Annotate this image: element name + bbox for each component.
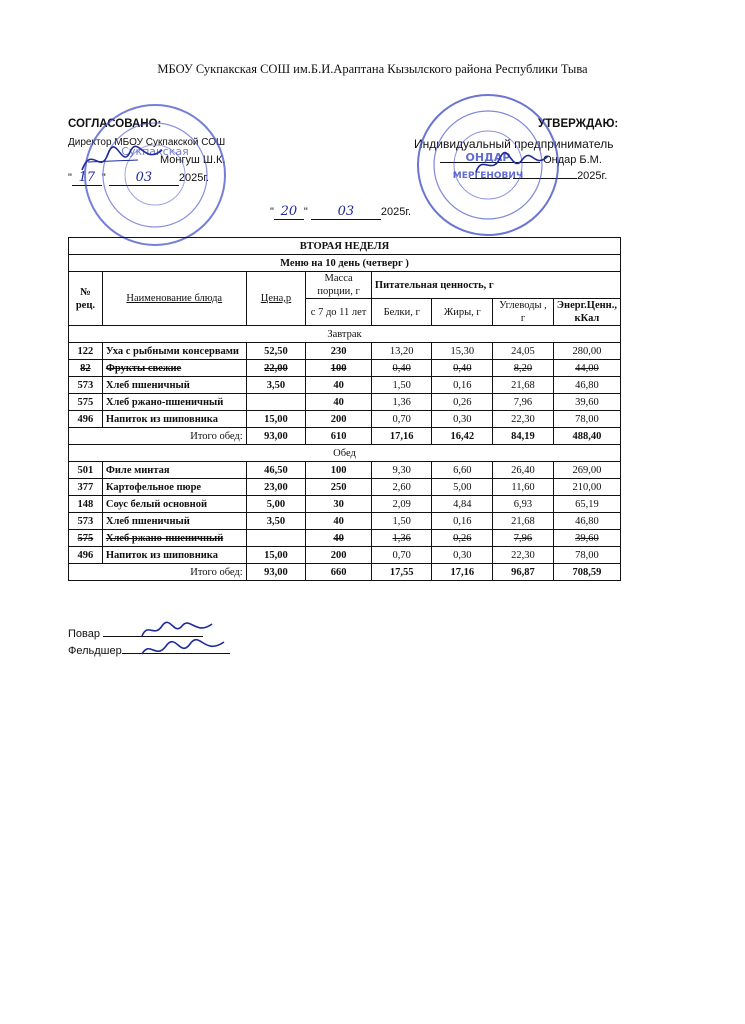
row-energy: 210,00 xyxy=(553,479,620,496)
total-protein: 17,55 xyxy=(371,564,432,581)
total-mass: 660 xyxy=(306,564,372,581)
row-protein: 0,70 xyxy=(371,547,432,564)
row-mass: 200 xyxy=(306,547,372,564)
row-price: 15,00 xyxy=(246,547,306,564)
row-energy: 46,80 xyxy=(553,513,620,530)
approval-date: " 20 " 03 2025г. xyxy=(270,204,412,219)
row-num: 496 xyxy=(69,547,103,564)
row-dish: Напиток из шиповника xyxy=(102,547,246,564)
row-mass: 40 xyxy=(306,377,372,394)
header-fat: Жиры, г xyxy=(432,299,493,326)
total-mass: 610 xyxy=(306,428,372,445)
row-mass: 230 xyxy=(306,343,372,360)
row-num: 573 xyxy=(69,513,103,530)
row-mass: 200 xyxy=(306,411,372,428)
row-carbs: 22,30 xyxy=(493,547,554,564)
row-mass: 100 xyxy=(306,462,372,479)
approval-year: 2025г. xyxy=(380,206,412,218)
stamp-left-text: Сукпакская xyxy=(121,145,189,158)
left-day: 17 xyxy=(72,170,102,186)
director-position: Директор МБОУ Сукпакской СОШ xyxy=(68,137,226,148)
row-price: 15,00 xyxy=(246,411,306,428)
row-mass: 40 xyxy=(306,394,372,411)
row-mass: 40 xyxy=(306,530,372,547)
row-protein: 2,60 xyxy=(371,479,432,496)
row-energy: 280,00 xyxy=(553,343,620,360)
row-dish: Уха с рыбными консервами xyxy=(102,343,246,360)
total-carbs: 84,19 xyxy=(493,428,554,445)
approval-day: 20 xyxy=(274,204,304,220)
row-energy: 78,00 xyxy=(553,411,620,428)
row-mass: 40 xyxy=(306,513,372,530)
row-carbs: 24,05 xyxy=(493,343,554,360)
table-row xyxy=(69,462,621,479)
row-fat: 4,84 xyxy=(432,496,493,513)
row-carbs: 7,96 xyxy=(493,530,554,547)
row-fat: 0,26 xyxy=(432,394,493,411)
table-row xyxy=(69,496,621,513)
total-carbs: 96,87 xyxy=(493,564,554,581)
row-carbs: 6,93 xyxy=(493,496,554,513)
row-energy: 46,80 xyxy=(553,377,620,394)
total-energy: 708,59 xyxy=(553,564,620,581)
table-row xyxy=(69,343,621,360)
stamp-right-name1: ОНДАР xyxy=(465,151,511,164)
table-total-row xyxy=(69,428,621,445)
row-carbs: 26,40 xyxy=(493,462,554,479)
row-dish: Хлеб ржано-пшеничный xyxy=(102,394,246,411)
row-num: 575 xyxy=(69,394,103,411)
row-fat: 6,60 xyxy=(432,462,493,479)
row-mass: 250 xyxy=(306,479,372,496)
document-title: МБОУ Сукпакская СОШ им.Б.И.Араптана Кызылского района Республики Тыва xyxy=(157,62,588,76)
row-carbs: 21,68 xyxy=(493,513,554,530)
row-price xyxy=(246,530,306,547)
day-title: Меню на 10 день (четверг ) xyxy=(69,255,621,272)
total-label: Итого обед: xyxy=(69,428,247,445)
row-fat: 0,40 xyxy=(432,360,493,377)
stamp-right-name2: МЕРГЕНОВИЧ xyxy=(452,171,524,181)
row-protein: 1,50 xyxy=(371,513,432,530)
row-protein: 1,36 xyxy=(371,530,432,547)
confirm-label: УТВЕРЖДАЮ: xyxy=(538,118,619,130)
row-protein: 9,30 xyxy=(371,462,432,479)
table-row xyxy=(69,394,621,411)
total-fat: 16,42 xyxy=(432,428,493,445)
total-price: 93,00 xyxy=(246,428,306,445)
row-price: 46,50 xyxy=(246,462,306,479)
table-row xyxy=(69,530,621,547)
menu-table xyxy=(68,237,621,581)
total-energy: 488,40 xyxy=(553,428,620,445)
header-age: с 7 до 11 лет xyxy=(306,299,372,326)
row-fat: 0,26 xyxy=(432,530,493,547)
header-dish: Наименование блюда xyxy=(102,272,246,326)
row-num: 573 xyxy=(69,377,103,394)
table-row xyxy=(69,411,621,428)
director-signature xyxy=(78,140,168,180)
approval-month: 03 xyxy=(311,204,381,220)
entrepreneur-signature xyxy=(472,148,552,182)
row-carbs: 7,96 xyxy=(493,394,554,411)
right-year: 2025г. xyxy=(577,170,608,182)
total-protein: 17,16 xyxy=(371,428,432,445)
week-title: ВТОРАЯ НЕДЕЛЯ xyxy=(69,238,621,255)
row-dish: Фрукты свежие xyxy=(102,360,246,377)
medic-label: Фельдшер xyxy=(68,645,122,657)
row-dish: Хлеб пшеничный xyxy=(102,377,246,394)
row-mass: 100 xyxy=(306,360,372,377)
row-price: 23,00 xyxy=(246,479,306,496)
row-num: 377 xyxy=(69,479,103,496)
table-row xyxy=(69,377,621,394)
row-protein: 0,70 xyxy=(371,411,432,428)
entrepreneur-position: Индивидуальный предприниматель xyxy=(414,137,614,151)
row-protein: 2,09 xyxy=(371,496,432,513)
medic-signature xyxy=(138,638,228,662)
row-carbs: 22,30 xyxy=(493,411,554,428)
row-protein: 1,36 xyxy=(371,394,432,411)
row-fat: 0,16 xyxy=(432,377,493,394)
header-mass: Масса порции, г xyxy=(306,272,372,299)
header-protein: Белки, г xyxy=(371,299,432,326)
row-price xyxy=(246,394,306,411)
row-num: 501 xyxy=(69,462,103,479)
row-fat: 0,16 xyxy=(432,513,493,530)
table-row xyxy=(69,360,621,377)
table-row xyxy=(69,513,621,530)
row-energy: 78,00 xyxy=(553,547,620,564)
row-dish: Филе минтая xyxy=(102,462,246,479)
director-name: Монгуш Ш.К. xyxy=(160,154,226,166)
row-dish: Хлеб пшеничный xyxy=(102,513,246,530)
section-lunch: Обед xyxy=(69,445,621,462)
row-num: 496 xyxy=(69,411,103,428)
row-dish: Напиток из шиповника xyxy=(102,411,246,428)
row-dish: Хлеб ржано-пшеничный xyxy=(102,530,246,547)
row-num: 122 xyxy=(69,343,103,360)
row-price: 3,50 xyxy=(246,513,306,530)
cook-label: Повар xyxy=(68,628,100,640)
row-fat: 5,00 xyxy=(432,479,493,496)
left-year: 2025г. xyxy=(178,172,210,184)
header-nutrition: Питательная ценность, г xyxy=(371,272,620,299)
row-mass: 30 xyxy=(306,496,372,513)
row-energy: 65,19 xyxy=(553,496,620,513)
total-price: 93,00 xyxy=(246,564,306,581)
table-row xyxy=(69,479,621,496)
table-row xyxy=(69,547,621,564)
row-price: 3,50 xyxy=(246,377,306,394)
approval-left-date: " 17 " 03 2025г. xyxy=(68,170,210,185)
row-num: 575 xyxy=(69,530,103,547)
row-num: 148 xyxy=(69,496,103,513)
row-energy: 44,00 xyxy=(553,360,620,377)
row-carbs: 8,20 xyxy=(493,360,554,377)
row-fat: 0,30 xyxy=(432,411,493,428)
entrepreneur-name: Ондар Б.М. xyxy=(543,154,602,166)
header-price: Цена,р xyxy=(246,272,306,326)
row-energy: 269,00 xyxy=(553,462,620,479)
row-price: 22,00 xyxy=(246,360,306,377)
section-breakfast: Завтрак xyxy=(69,326,621,343)
row-energy: 39,60 xyxy=(553,394,620,411)
row-carbs: 21,68 xyxy=(493,377,554,394)
row-price: 52,50 xyxy=(246,343,306,360)
row-fat: 0,30 xyxy=(432,547,493,564)
row-protein: 13,20 xyxy=(371,343,432,360)
total-label: Итого обед: xyxy=(69,564,247,581)
table-total-row xyxy=(69,564,621,581)
row-fat: 15,30 xyxy=(432,343,493,360)
row-protein: 1,50 xyxy=(371,377,432,394)
row-energy: 39,60 xyxy=(553,530,620,547)
header-energy: Энерг.Ценн., кКал xyxy=(553,299,620,326)
header-num: № рец. xyxy=(69,272,103,326)
total-fat: 17,16 xyxy=(432,564,493,581)
row-num: 82 xyxy=(69,360,103,377)
left-month: 03 xyxy=(109,170,179,186)
header-carbs: Углеводы , г xyxy=(493,299,554,326)
row-dish: Картофельное пюре xyxy=(102,479,246,496)
row-carbs: 11,60 xyxy=(493,479,554,496)
row-protein: 0,40 xyxy=(371,360,432,377)
row-dish: Соус белый основной xyxy=(102,496,246,513)
approved-label: СОГЛАСОВАНО: xyxy=(68,118,162,130)
row-price: 5,00 xyxy=(246,496,306,513)
